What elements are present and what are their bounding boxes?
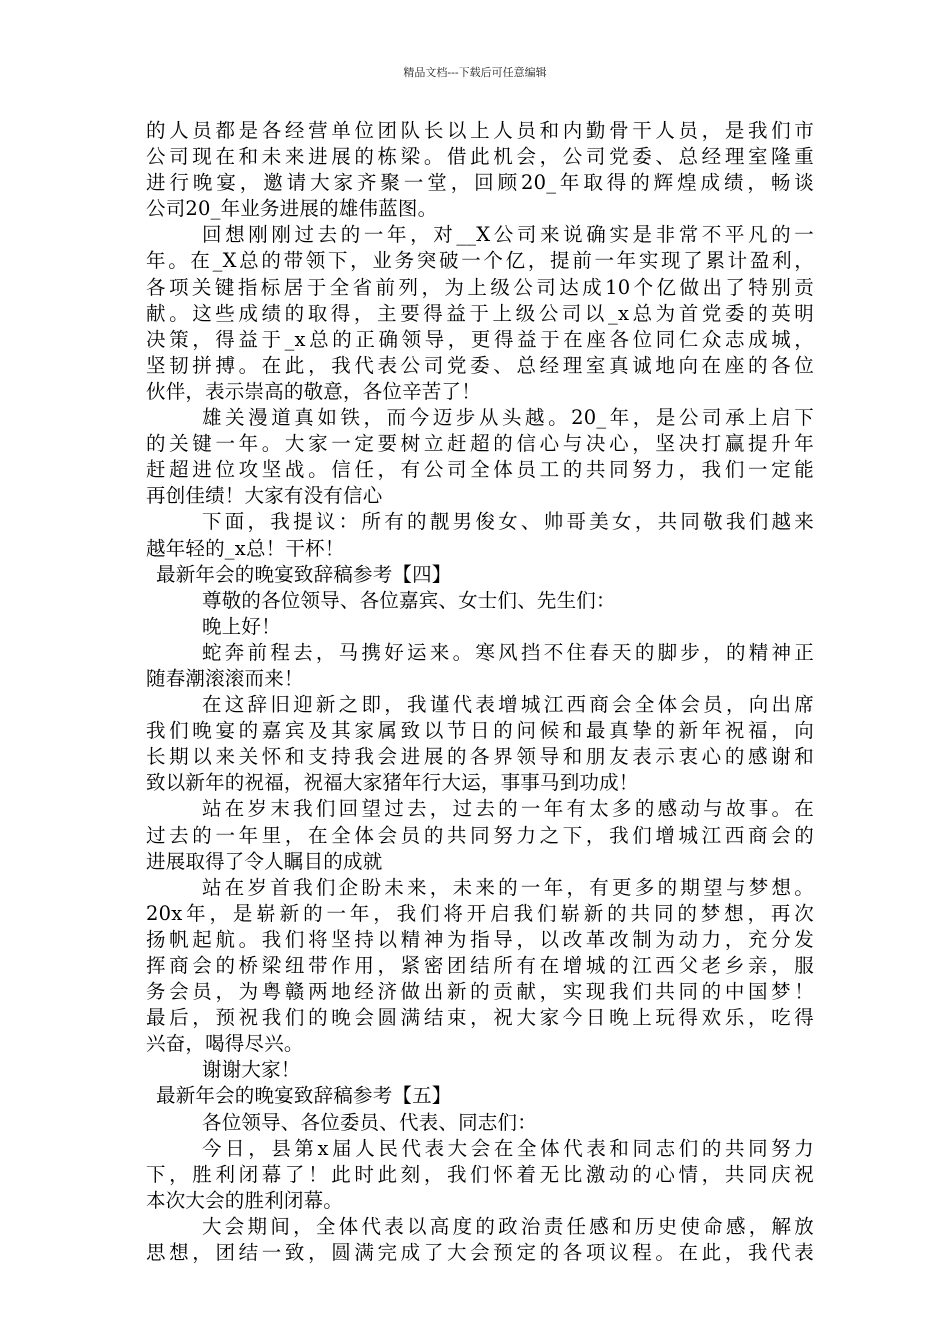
text-line: 各位领导、各位委员、代表、同志们： [202,1110,537,1134]
text-line: 下面，我提议：所有的靓男俊女、帅哥美女，共同敬我们越来 [202,510,814,534]
header-note: 精品文档---下载后可任意编辑 [403,66,547,79]
text-line: 站在岁首我们企盼未来，未来的一年，有更多的期望与梦想。 [202,875,814,899]
section-heading: 最新年会的晚宴致辞稿参考【五】 [156,1084,452,1108]
text-line: 蛇奔前程去，马携好运来。寒风挡不住春天的脚步，的精神正 [202,640,814,664]
text-line: 献。这些成绩的取得，主要得益于上级公司以_x总为首党委的英明 [146,301,814,325]
text-line: 赶超进位攻坚战。信任，有公司全体员工的共同努力，我们一定能 [146,458,814,482]
text-line: 决策，得益于_x总的正确领导，更得益于在座各位同仁众志成城， [146,327,814,351]
text-line: 站在岁末我们回望过去，过去的一年有太多的感动与故事。在 [202,797,814,821]
text-line: 尊敬的各位领导、各位嘉宾、女士们、先生们： [202,588,616,612]
text-line: 年。在_X总的带领下，业务突破一个亿，提前一年实现了累计盈利， [146,249,814,273]
text-line: 各项关键指标居于全省前列，为上级公司达成10个亿做出了特别贡 [146,275,814,299]
text-line: 再创佳绩！大家有没有信心 [146,484,383,508]
text-line: 本次大会的胜利闭幕。 [146,1188,344,1212]
text-line: 晚上好！ [202,614,281,638]
text-line: 谢谢大家！ [202,1058,301,1082]
text-line: 20x年，是崭新的一年，我们将开启我们崭新的共同的梦想，再次 [146,901,814,925]
text-line: 长期以来关怀和支持我会进展的各界领导和朋友表示衷心的感谢和 [146,745,814,769]
text-line: 伙伴，表示崇高的敬意，各位辛苦了！ [146,379,481,403]
text-line: 进展取得了令人瞩目的成就 [146,849,383,873]
document-body [146,118,814,1266]
section-heading: 最新年会的晚宴致辞稿参考【四】 [156,562,452,586]
text-line: 下，胜利闭幕了！此时此刻，我们怀着无比激动的心情，共同庆祝 [146,1162,814,1186]
text-line: 最后，预祝我们的晚会圆满结束，祝大家今日晚上玩得欢乐，吃得 [146,1006,814,1030]
text-line: 兴奋，喝得尽兴。 [146,1032,304,1056]
text-line: 在这辞旧迎新之即，我谨代表增城江西商会全体会员，向出席 [202,693,814,717]
text-line: 思想，团结一致，圆满完成了大会预定的各项议程。在此，我代表 [146,1241,814,1265]
text-line: 务会员，为粤赣两地经济做出新的贡献，实现我们共同的中国梦！ [146,980,814,1004]
text-line: 的人员都是各经营单位团队长以上人员和内勤骨干人员，是我们市 [146,119,814,142]
text-line: 致以新年的祝福，祝福大家猪年行大运，事事马到功成！ [146,771,639,795]
text-line: 越年轻的_x总！干杯！ [146,536,345,560]
text-line: 大会期间，全体代表以高度的政治责任感和历史使命感，解放 [202,1214,814,1238]
text-line: 坚韧拼搏。在此，我代表公司党委、总经理室真诚地向在座的各位 [146,353,814,377]
text-line: 过去的一年里，在全体会员的共同努力之下，我们增城江西商会的 [146,823,814,847]
text-line: 公司20_年业务进展的雄伟蓝图。 [146,197,438,221]
text-line: 进行晚宴，邀请大家齐聚一堂，回顾20_年取得的辉煌成绩，畅谈 [146,171,814,195]
text-line: 挥商会的桥梁纽带作用，紧密团结所有在增城的江西父老乡亲，服 [146,954,814,977]
text-line: 公司现在和未来进展的栋梁。借此机会，公司党委、总经理室隆重 [146,145,814,169]
text-line: 我们晚宴的嘉宾及其家属致以节日的问候和最真挚的新年祝福，向 [146,719,814,743]
text-line: 随春潮滚滚而来！ [146,666,304,690]
text-line: 回想刚刚过去的一年，对__X公司来说确实是非常不平凡的一 [202,223,814,247]
text-line: 雄关漫道真如铁，而今迈步从头越。20_年，是公司承上启下 [202,406,814,430]
text-line: 扬帆起航。我们将坚持以精神为指导，以改革改制为动力，充分发 [146,927,814,951]
text-line: 的关键一年。大家一定要树立赶超的信心与决心，坚决打赢提升年 [146,432,814,456]
text-line: 今日，县第x届人民代表大会在全体代表和同志们的共同努力 [202,1136,814,1160]
